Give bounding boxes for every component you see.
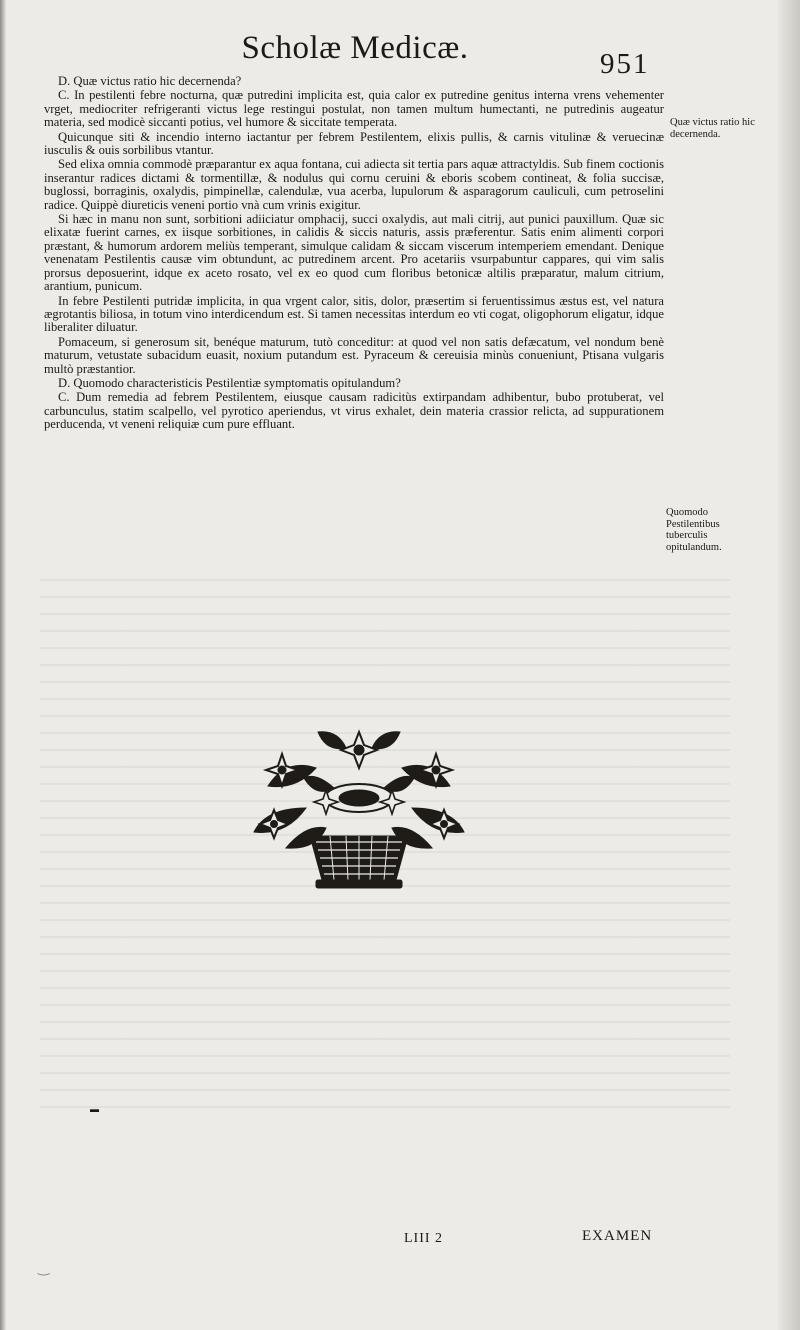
page-number: 951 [600, 48, 650, 80]
signature-mark: LIII 2 [404, 1231, 444, 1246]
page-edge-right [778, 0, 800, 1330]
question-symptomata: D. Quomodo characteristicis Pestilentiæ symptomatis opitulandum? [58, 375, 401, 390]
stray-ink-mark: ▬ [90, 1104, 99, 1114]
page-shadow-left [0, 0, 6, 1330]
main-text-block [44, 75, 664, 433]
catchword: EXAMEN [582, 1228, 653, 1244]
paragraph-elixa: Sed elixa omnia commodè præparantur ex aqua fontana, cui adiecta sit tertia pars aquæ attractyldis. Sub finem coctionis inserantur radices dictami & tormentillæ, & nodulus qui cornu ceruini & eboris scobem contineat, & folia succisæ, buglossi, borraginis, oxalydis, pimpinellæ, calendulæ, vua acerba, lupulorum & asparagorum cauliculi, cum petroselini radice. Quippè diureticis veneni portio vnà cum vrinis exigitur. [44, 157, 664, 212]
paragraph-siti: Quicunque siti & incendio interno iactantur per febrem Pestilentem, elixis pullis, & carnis vitulinæ & veruecinæ iusculis & ouis sorbilibus vtantur. [44, 129, 664, 158]
answer-victus: C. In pestilenti febre nocturna, quæ putredini implicita est, quia calor ex putredine genitus interna vrens vehementer vrget, mediocriter refrigeranti victus lege restingui postulat, non tamen multum humectanti, ne putredinis augeatur materia, sed modicè siccanti potius, vel humore & siccitate temperata. [44, 88, 664, 130]
paragraph-manu: Si hæc in manu non sunt, sorbitioni adiiciatur omphacij, succi oxalydis, aut mali citrij, aut punici pauxillum. Quæ sic elixatæ fuerint carnes, ex iisque sorbitiones, in calidis & siccis naturis, assis præferentur. Satis enim alimenti corpori præstant, & humorum ardorem meliùs temperant, simulque calidam & siccam viscerum intemperiem emendant. Denique venenatam Pestilentis causæ vim obtundunt, ac putredinem arcent. Pro acetariis vsurpabuntur cappares, qui vim salis prorsus deposuerint, idque ex aceto rosato, vel ex eo quod cum floribus betonicæ altilis præparatur, malum citrium, arantium, punicum. [44, 212, 664, 294]
margin-note-victus: Quæ victus ratio hic decernenda. [670, 117, 755, 140]
margin-note-tuberculis: Quomodo Pestilentibus tuberculis opitulandum. [666, 507, 722, 553]
running-head-title: Scholæ Medicæ. [241, 30, 469, 66]
paragraph-febre: In febre Pestilenti putridæ implicita, in qua vrgent calor, sitis, dolor, præsertim si feruentissimus æstus est, vel natura ægrotantis biliosa, in totum vino interdicendum est. Si tamen necessitas interdum eo vti cogat, oligophorum eligatur, idque liberaliter diluatur. [44, 293, 664, 335]
flower-basket-woodcut-icon [246, 728, 472, 890]
question-victus: D. Quæ victus ratio hic decernenda? [58, 74, 242, 88]
paragraph-pomaceum: Pomaceum, si generosum sit, benéque maturum, tutò conceditur: at quod vel non satis defæcatum, vel nondum benè maturum, vetustate subacidum euasit, noxium putandum est. Pyraceum & cereuisia minùs conueniunt, Ptisana vulgaris multò præstantior. [44, 334, 664, 376]
answer-symptomata: C. Dum remedia ad febrem Pestilentem, eiusque causam radicitùs extirpandam adhibentur, bubo protuberat, vel carbunculus, statim scalpello, vel pyrotico aperiendus, vt virus exhalet, dein materia crassior relicta, ad suppurationem perducenda, vt veneni reliquiæ cum pure effluant. [44, 390, 664, 432]
bleed-through-mark: ‿ [38, 1261, 50, 1276]
